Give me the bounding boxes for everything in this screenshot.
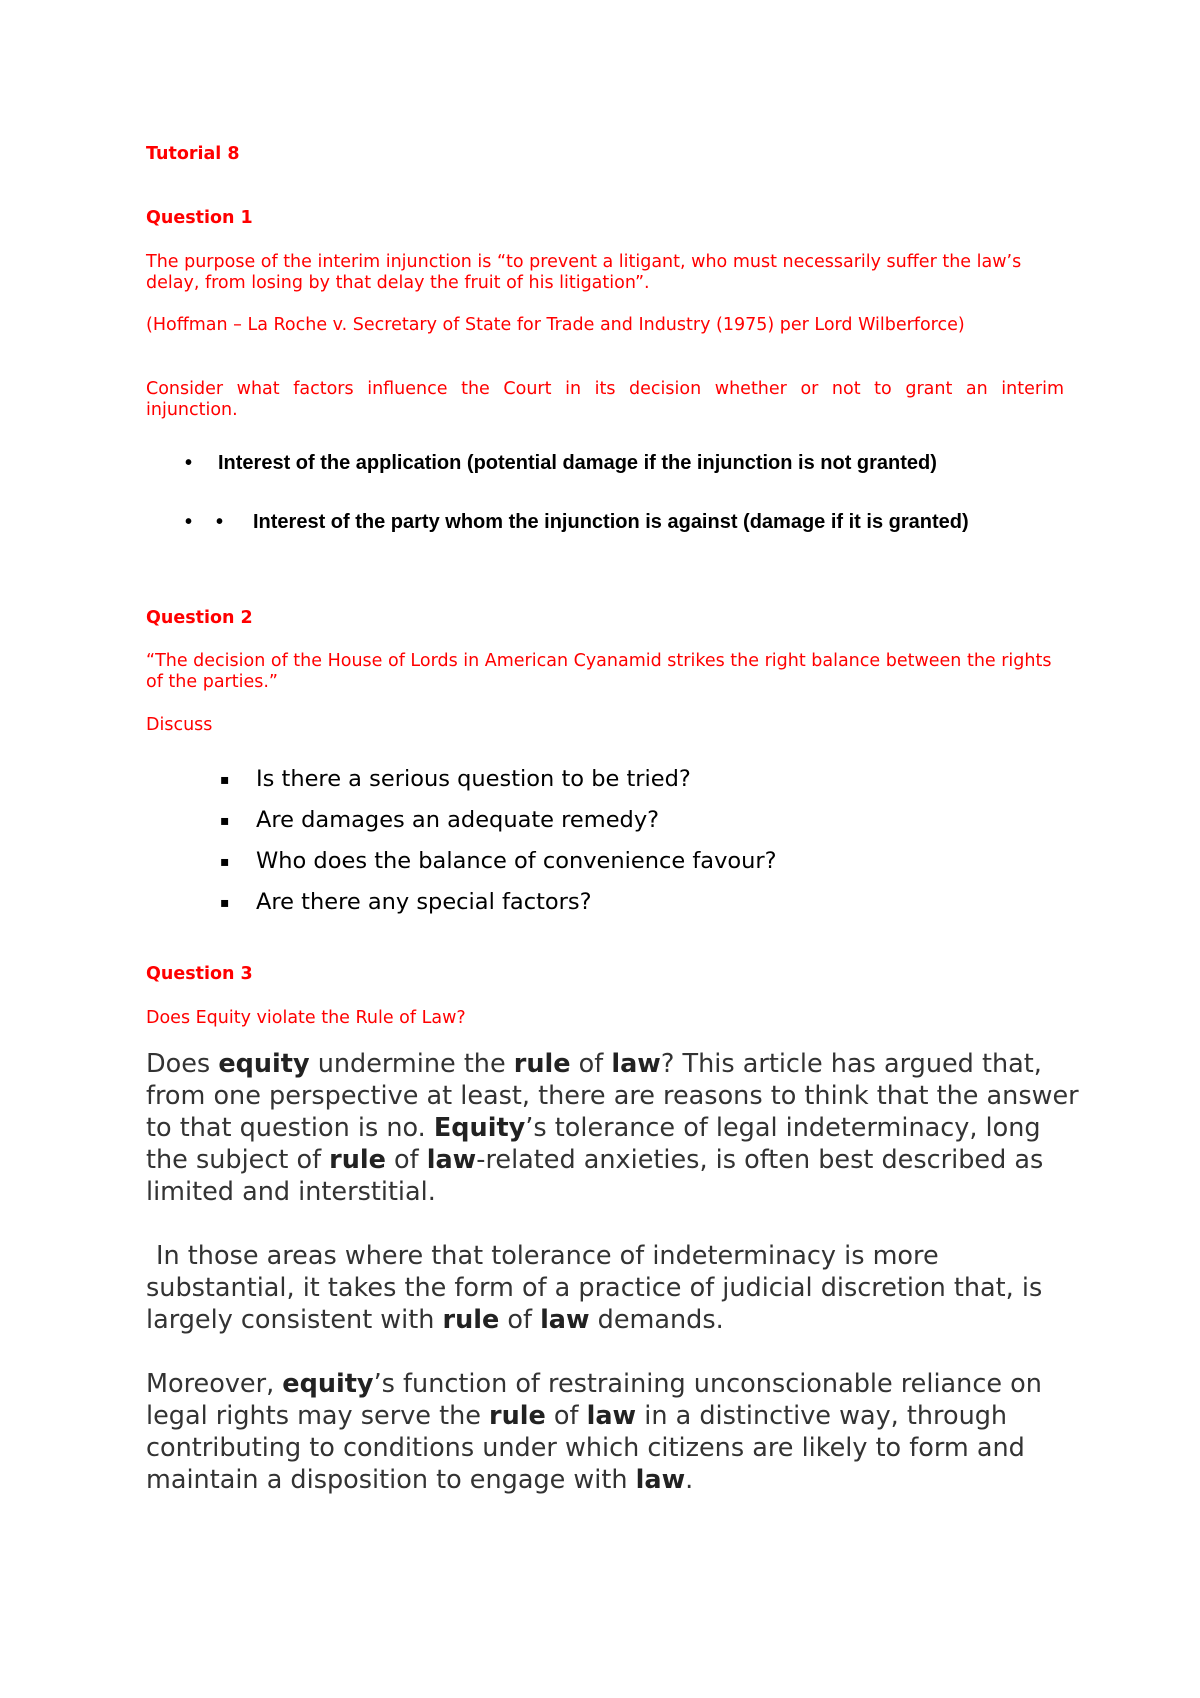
q3-paragraph (146, 1048, 1086, 1208)
list-item: ▪ Are there any special factors? (220, 889, 592, 915)
list-item: ▪ Are damages an adequate remedy? (220, 807, 660, 833)
paragraph-text: Moreover, equity’s function of restraining unconscionable reliance on legal rights may serve the rule of law in a distinctive way, through contributing to conditions under which citizens are likely to form and maintain a disposition to engage with law. (146, 1369, 1042, 1495)
square-bullet-icon: ▪ (220, 813, 230, 829)
paragraph-text: In those areas where that tolerance of indeterminacy is more substantial, it takes the form of a practice of judicial discretion that, is largely consistent with rule of law demands. (146, 1241, 1043, 1335)
q3-heading: Question 3 (146, 964, 253, 984)
q2-heading: Question 2 (146, 608, 253, 628)
q3-paragraph (146, 1368, 1086, 1496)
tutorial-title: Tutorial 8 (146, 144, 240, 164)
square-bullet-icon: ▪ (220, 854, 230, 870)
bullet-icon: • (185, 511, 193, 533)
q1-prompt: Consider what factors influence the Court in its decision whether or not to grant an interim injunction. (146, 379, 1064, 420)
list-item: ▪ Is there a serious question to be tried? (220, 766, 691, 792)
q1-quote: The purpose of the interim injunction is “to prevent a litigant, who must necessarily suffer the law’s delay, from losing by that delay the fruit of his litigation”. (146, 252, 1022, 293)
q2-quote: “The decision of the House of Lords in American Cyanamid strikes the right balance between the rights of the parties.” (146, 651, 1052, 692)
list-item: ▪ Who does the balance of convenience favour? (220, 848, 777, 874)
q3-paragraph (146, 1240, 1086, 1336)
bullet-icon: • (185, 452, 193, 474)
q1-heading: Question 1 (146, 208, 253, 228)
square-bullet-icon: ▪ (220, 772, 230, 788)
square-bullet-icon: ▪ (220, 895, 230, 911)
paragraph-text: Does equity undermine the rule of law? This article has argued that, from one perspective at least, there are reasons to think that the answer to that question is no. Equity’s tolerance of legal indeterminacy, long the subject of rule of law-related anxieties, is often best described as limited and interstitial. (146, 1049, 1079, 1207)
bullet-icon: • (216, 511, 224, 533)
q1-citation: (Hoffman – La Roche v. Secretary of State for Trade and Industry (1975) per Lord Wilberforce) (146, 315, 965, 335)
q3-question: Does Equity violate the Rule of Law? (146, 1008, 466, 1028)
q2-instruction: Discuss (146, 715, 213, 735)
